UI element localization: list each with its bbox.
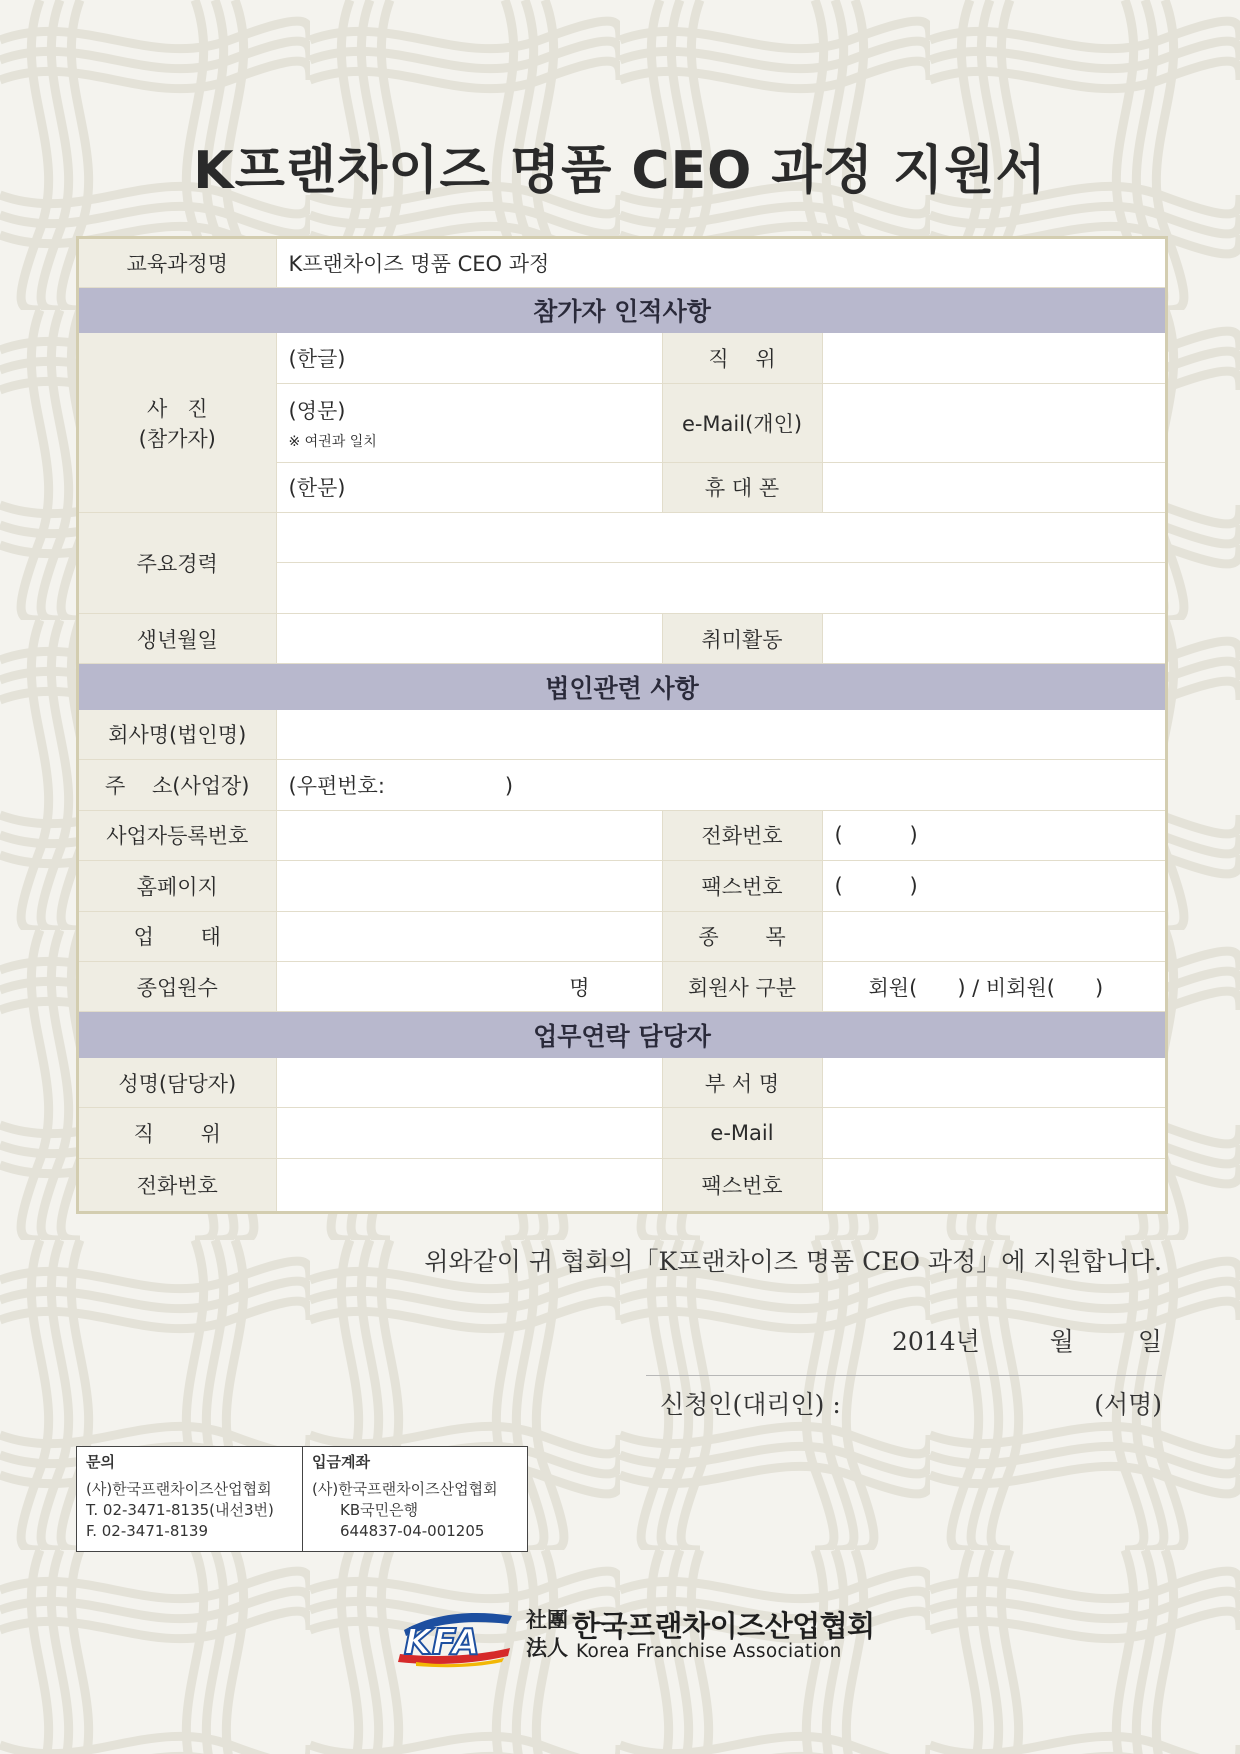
- birth-label: 생년월일: [79, 613, 276, 663]
- postal-code-label: (우편번호:: [288, 773, 385, 798]
- deposit-account: 644837-04-001205: [340, 1522, 485, 1540]
- deposit-org: (사)한국프랜차이즈산업협회: [312, 1480, 498, 1498]
- homepage-label: 홈페이지: [79, 861, 276, 911]
- biz-item-label: 종 목: [662, 911, 822, 961]
- declaration-text: 위와같이 귀 협회의「K프랜차이즈 명품 CEO 과정」에 지원합니다.: [424, 1247, 1162, 1276]
- email-field[interactable]: [822, 1108, 1165, 1158]
- signature-line[interactable]: [660, 1385, 1162, 1421]
- fax-label: 팩스번호: [662, 861, 822, 911]
- employees-field[interactable]: [276, 962, 662, 1012]
- biz-item-field[interactable]: [822, 911, 1165, 961]
- department-field[interactable]: [822, 1057, 1165, 1107]
- fax-field[interactable]: ( ): [822, 861, 1165, 911]
- document-title: K프랜차이즈 명품 CEO 과정 지원서: [193, 141, 1047, 201]
- department-label: 부 서 명: [662, 1057, 822, 1107]
- photo-cell[interactable]: [79, 333, 276, 513]
- contact-phone-field[interactable]: [276, 1158, 662, 1211]
- address-field[interactable]: [276, 760, 1165, 810]
- position-field[interactable]: [822, 333, 1165, 383]
- date-day: 일: [1137, 1327, 1162, 1356]
- career-field-2[interactable]: [276, 563, 1165, 613]
- contact-name-field[interactable]: [276, 1057, 662, 1107]
- employees-label: 종업원수: [79, 962, 276, 1012]
- contact-fax-field[interactable]: [822, 1158, 1165, 1211]
- member-type-field[interactable]: 회원( ) / 비회원( ): [822, 962, 1165, 1012]
- photo-sublabel: (참가자): [138, 426, 216, 451]
- inquiry-tel: T. 02-3471-8135(내선3번): [86, 1501, 274, 1519]
- date-month: 월: [1049, 1327, 1074, 1356]
- inquiry-column: [77, 1447, 303, 1551]
- contact-info-box: [76, 1446, 528, 1552]
- position-label: 직 위: [662, 333, 822, 383]
- inquiry-fax: F. 02-3471-8139: [86, 1522, 209, 1540]
- section-contact-person: 업무연락 담당자: [79, 1012, 1165, 1057]
- deposit-column: [303, 1447, 527, 1551]
- name-english-label: (영문): [288, 398, 346, 423]
- member-type-label: 회원사 구분: [662, 962, 822, 1012]
- passport-note: ※ 여권과 일치: [288, 433, 377, 450]
- hanja-top: 社團: [526, 1607, 568, 1632]
- contact-phone-label: 전화번호: [79, 1158, 276, 1211]
- email-personal-label: e-Mail(개인): [662, 383, 822, 462]
- application-date: [800, 1322, 1162, 1358]
- contact-position-field[interactable]: [276, 1108, 662, 1158]
- contact-fax-label: 팩스번호: [662, 1158, 822, 1211]
- photo-label: 사 진: [146, 396, 208, 421]
- deposit-title: 입금계좌: [312, 1453, 370, 1471]
- email-personal-field[interactable]: [822, 383, 1165, 462]
- course-value: K프랜차이즈 명품 CEO 과정: [276, 239, 1165, 287]
- company-label: 회사명(법인명): [79, 709, 276, 759]
- signature-divider: [646, 1375, 1162, 1376]
- biz-reg-label: 사업자등록번호: [79, 810, 276, 860]
- name-hanja-label: (한문): [288, 476, 346, 501]
- application-form: [76, 236, 1168, 1214]
- association-name-korean: 한국프랜차이즈산업협회: [572, 1609, 875, 1643]
- signature-label: (서명): [1094, 1390, 1162, 1419]
- name-korean-label: (한글): [288, 347, 346, 372]
- deposit-bank: KB국민은행: [340, 1501, 419, 1519]
- date-year: 2014년: [892, 1327, 980, 1356]
- employees-unit: 명: [569, 975, 590, 1000]
- address-label: 주 소(사업장): [79, 760, 276, 810]
- biz-type-label: 업 태: [79, 911, 276, 961]
- kfa-logo-icon: [396, 1608, 520, 1668]
- postal-code-close: ): [504, 773, 514, 798]
- email-label: e-Mail: [662, 1108, 822, 1158]
- contact-name-label: 성명(담당자): [79, 1057, 276, 1107]
- name-korean-field[interactable]: [276, 333, 662, 383]
- mobile-field[interactable]: [822, 462, 1165, 512]
- course-label: 교육과정명: [79, 239, 276, 287]
- kfa-logo-text: KFA: [404, 1622, 480, 1663]
- inquiry-org: (사)한국프랜차이즈산업협회: [86, 1480, 272, 1498]
- footer-logo: [396, 1606, 875, 1668]
- homepage-field[interactable]: [276, 861, 662, 911]
- mobile-label: 휴 대 폰: [662, 462, 822, 512]
- name-english-field[interactable]: [276, 383, 662, 462]
- biz-type-field[interactable]: [276, 911, 662, 961]
- contact-position-label: 직 위: [79, 1108, 276, 1158]
- phone-field[interactable]: ( ): [822, 810, 1165, 860]
- career-field-1[interactable]: [276, 512, 1165, 562]
- hanja-bottom: 法人: [526, 1635, 568, 1660]
- career-label: 주요경력: [79, 512, 276, 613]
- inquiry-title: 문의: [86, 1453, 115, 1471]
- section-participant-info: 참가자 인적사항: [79, 287, 1165, 332]
- association-name-english: Korea Franchise Association: [576, 1641, 842, 1662]
- company-field[interactable]: [276, 709, 1165, 759]
- hanja-mark: [526, 1606, 568, 1662]
- birth-field[interactable]: [276, 613, 662, 663]
- applicant-label: 신청인(대리인) :: [660, 1390, 841, 1419]
- hobby-label: 취미활동: [662, 613, 822, 663]
- biz-reg-field[interactable]: [276, 810, 662, 860]
- section-corporate-info: 법인관련 사항: [79, 664, 1165, 709]
- phone-label: 전화번호: [662, 810, 822, 860]
- hobby-field[interactable]: [822, 613, 1165, 663]
- name-hanja-field[interactable]: [276, 462, 662, 512]
